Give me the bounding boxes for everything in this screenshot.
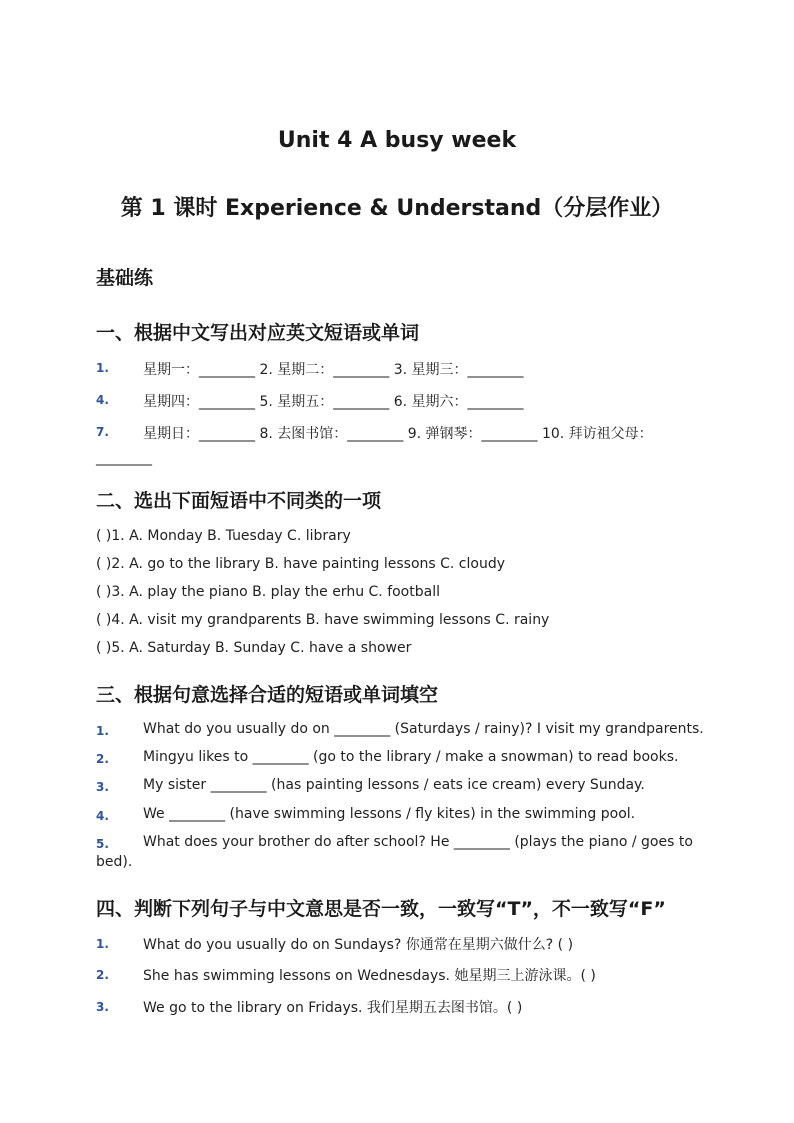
level-heading: 基础练 — [96, 267, 154, 289]
section-4-heading: 四、判断下列句子与中文意思是否一致，一致写“T”，不一致写“F” — [96, 898, 666, 920]
list-item-text: We go to the library on Fridays. 我们星期五去图书馆。( ) — [143, 1000, 523, 1016]
list-item: ( )5. A. Saturday B. Sunday C. have a shower — [96, 640, 412, 656]
list-item-number: 5. — [96, 837, 109, 851]
page-subtitle: 第 1 课时 Experience & Understand（分层作业） — [120, 196, 674, 221]
list-item: ( )4. A. visit my grandparents B. have swimming lessons C. rainy — [96, 612, 550, 628]
list-item-text: Mingyu likes to ________ (go to the library / make a snowman) to read books. — [143, 749, 679, 765]
section-2-heading: 二、选出下面短语中不同类的一项 — [96, 490, 382, 512]
list-item-text: We ________ (have swimming lessons / fly kites) in the swimming pool. — [143, 806, 636, 822]
list-item-number: 3. — [96, 1000, 109, 1014]
list-item-number: 1. — [96, 361, 109, 375]
list-item-number: 1. — [96, 937, 109, 951]
list-item-continuation: bed). — [96, 854, 133, 870]
list-item: ( )2. A. go to the library B. have painting lessons C. cloudy — [96, 556, 506, 572]
list-item-text: What do you usually do on Sundays? 你通常在星期六做什么? ( ) — [143, 937, 574, 953]
list-item-number: 4. — [96, 809, 109, 823]
list-item-number: 7. — [96, 425, 109, 439]
list-item-text: She has swimming lessons on Wednesdays. 她星期三上游泳课。( ) — [143, 968, 596, 984]
list-item-text: 星期一：________ 2. 星期二：________ 3. 星期三：________ — [143, 362, 524, 378]
list-item-number: 1. — [96, 724, 109, 738]
list-item-number: 2. — [96, 968, 109, 982]
list-item-text: My sister ________ (has painting lessons / eats ice cream) every Sunday. — [143, 777, 645, 793]
section-3-heading: 三、根据句意选择合适的短语或单词填空 — [96, 684, 439, 706]
list-item: ( )1. A. Monday B. Tuesday C. library — [96, 528, 351, 544]
list-item-text: What does your brother do after school? He ________ (plays the piano / goes to — [143, 834, 693, 850]
list-item-number: 4. — [96, 393, 109, 407]
list-item-number: 2. — [96, 752, 109, 766]
section-1-heading: 一、根据中文写出对应英文短语或单词 — [96, 322, 420, 344]
list-item-continuation: ________ — [96, 450, 152, 466]
list-item-number: 3. — [96, 780, 109, 794]
list-item-text: What do you usually do on ________ (Saturdays / rainy)? I visit my grandparents. — [143, 721, 704, 737]
list-item-text: 星期日：________ 8. 去图书馆：________ 9. 弹钢琴：________ 10. 拜访祖父母： — [143, 426, 653, 442]
list-item-text: 星期四：________ 5. 星期五：________ 6. 星期六：________ — [143, 394, 524, 410]
page-title: Unit 4 A busy week — [277, 128, 517, 153]
list-item: ( )3. A. play the piano B. play the erhu C. football — [96, 584, 440, 600]
